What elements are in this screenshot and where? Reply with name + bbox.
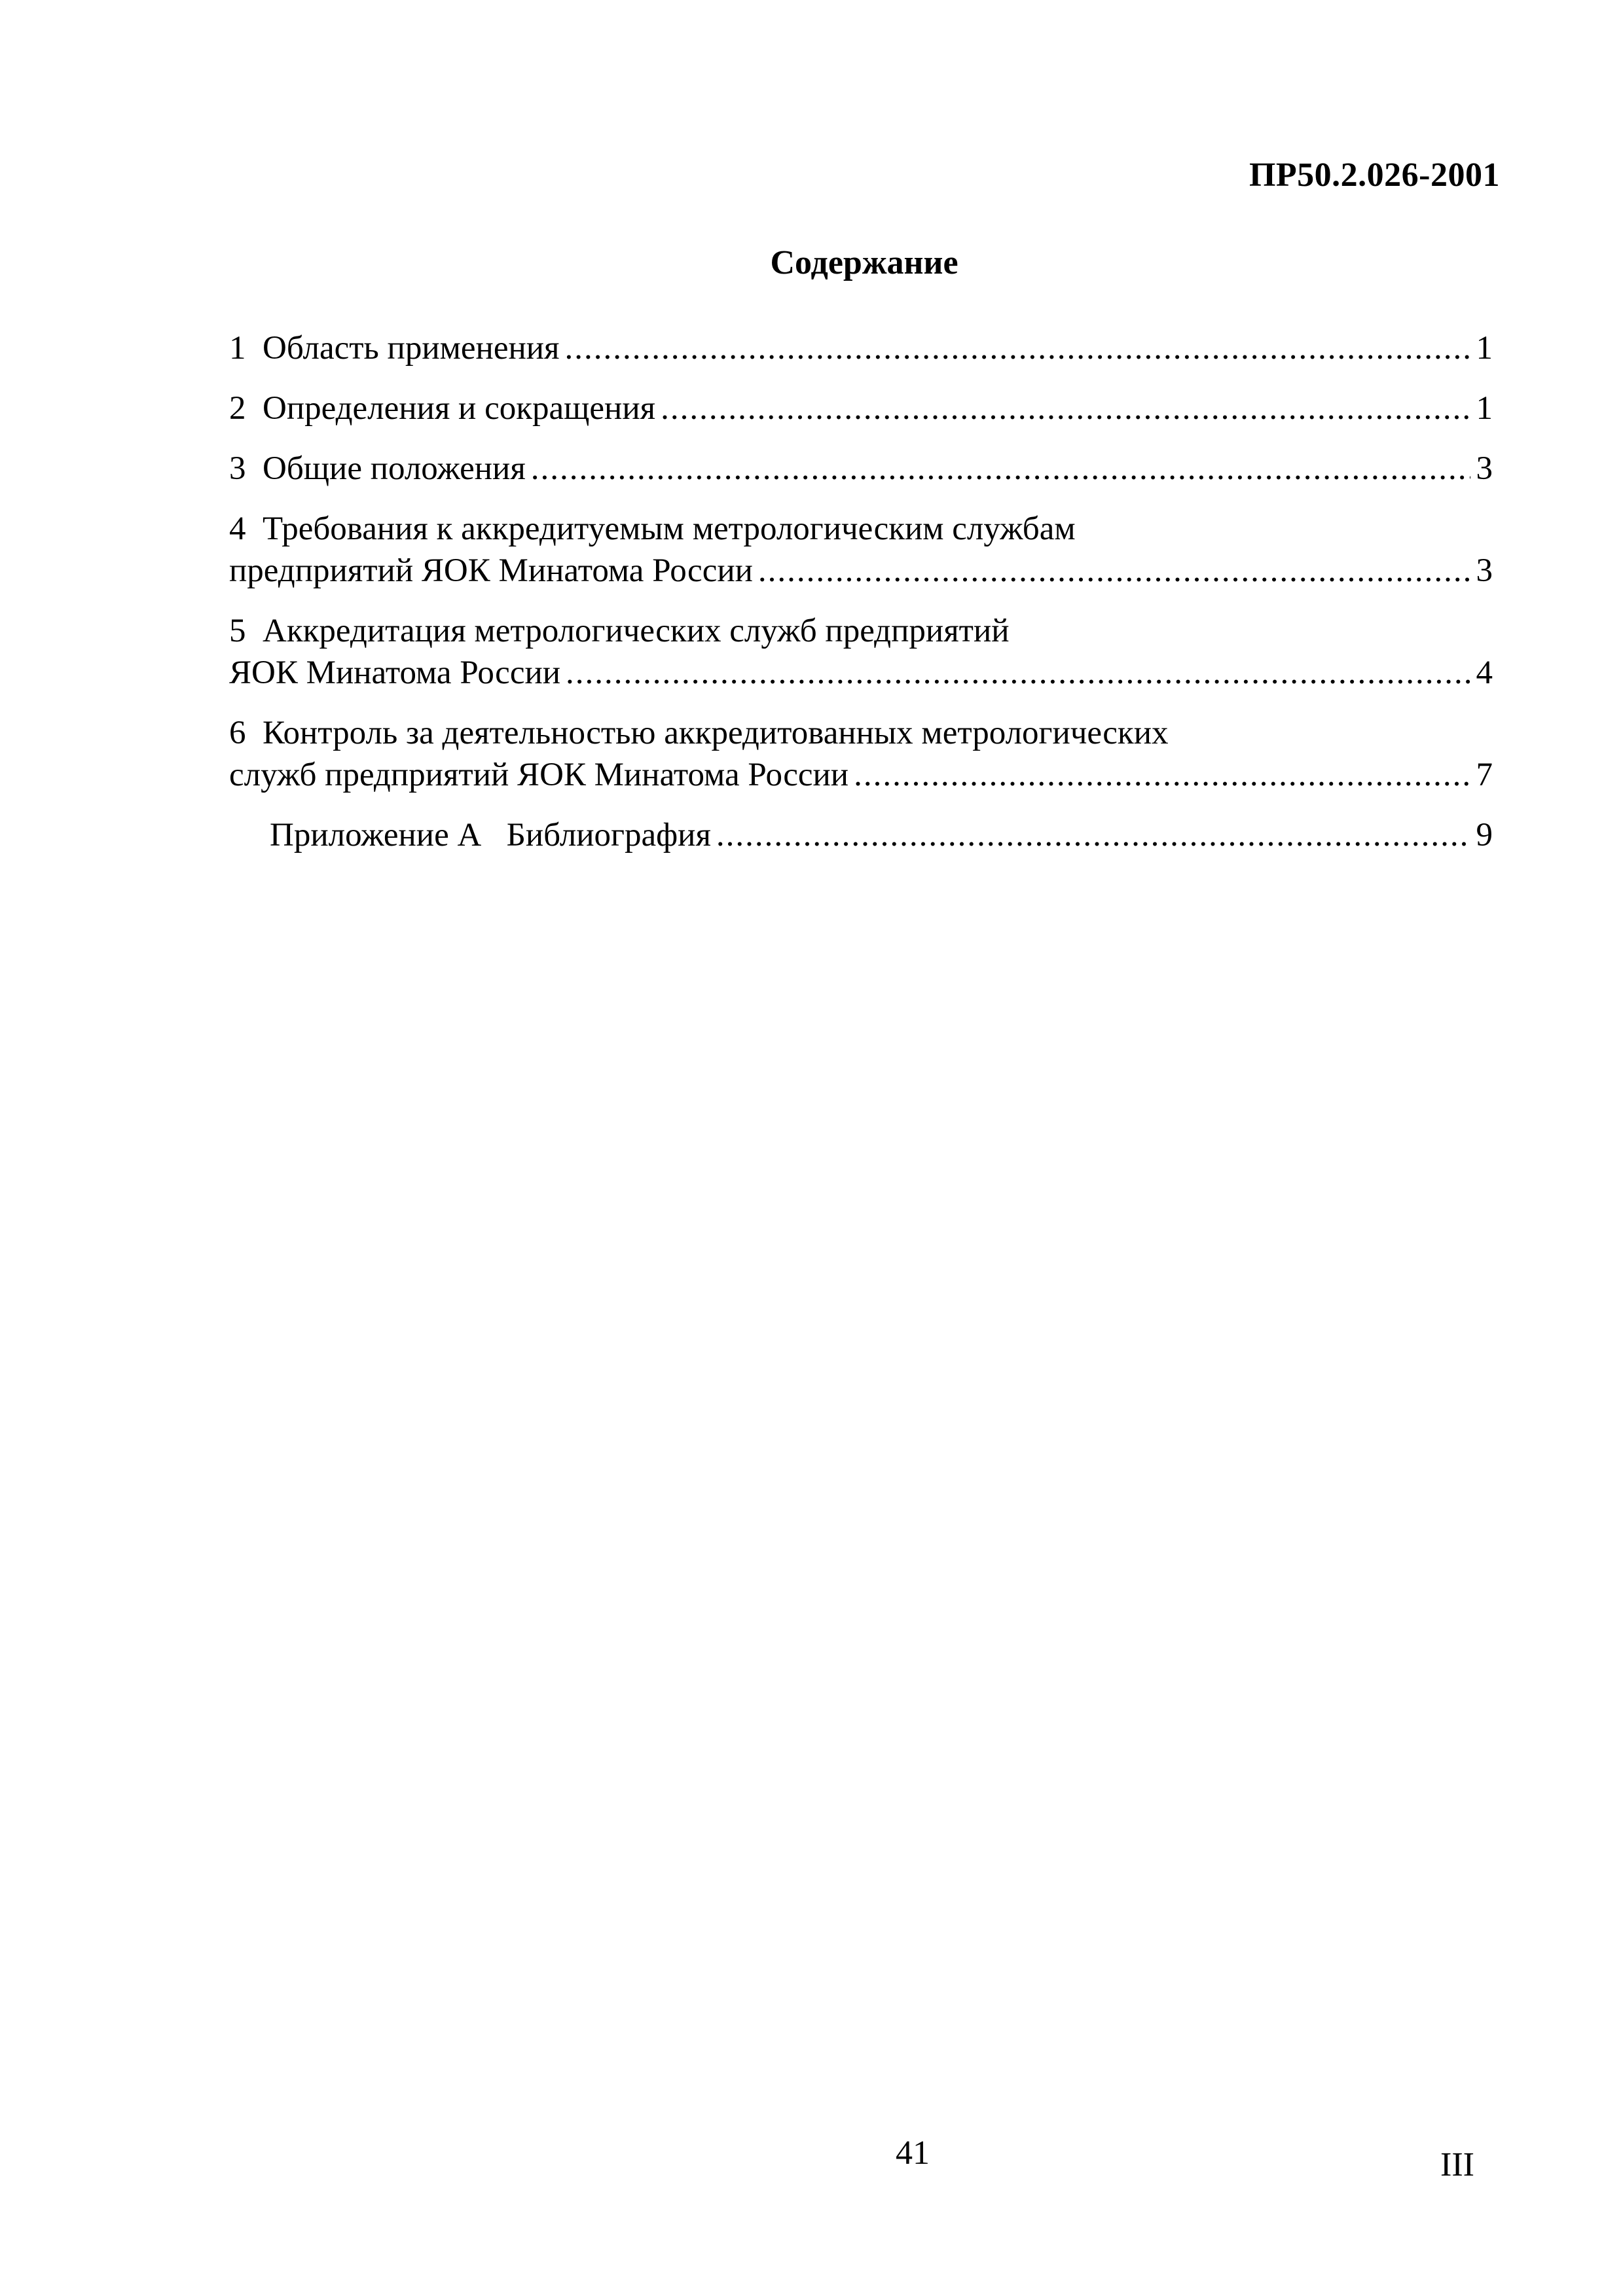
toc-entry-title-line-2: служб предприятий ЯОК Минатома России <box>229 757 849 793</box>
toc-entry-2[interactable] <box>229 387 1493 429</box>
toc-entry-page: 3 <box>1476 552 1493 589</box>
toc-entry-title-line-1: Требования к аккредитуемым метрологическим службам <box>263 511 1076 547</box>
toc-entry-6[interactable] <box>229 712 1493 796</box>
toc-entry-number: 1 <box>229 330 246 367</box>
toc-entry-number: 6 <box>229 715 246 751</box>
toc-entry-1[interactable] <box>229 327 1493 369</box>
toc-entry-number: 3 <box>229 450 246 487</box>
toc-entry-title-line-1: Контроль за деятельностью аккредитованных метрологических <box>263 715 1169 751</box>
toc-heading: Содержание <box>770 244 958 281</box>
toc-entry-4[interactable] <box>229 508 1493 592</box>
toc-entry-title-line-1: Аккредитация метрологических служб предприятий <box>263 613 1010 649</box>
dot-leader <box>758 550 1470 592</box>
toc-entry-page: 9 <box>1476 817 1493 853</box>
toc-entry-title: Общие положения <box>263 450 526 487</box>
roman-page-number: III <box>1440 2146 1474 2183</box>
document-code: ПР50.2.026-2001 <box>1249 156 1500 194</box>
appendix-label: Приложение А <box>270 817 482 853</box>
toc-entry-page: 4 <box>1476 655 1493 691</box>
toc-entry-page: 3 <box>1476 450 1493 487</box>
dot-leader <box>716 814 1470 856</box>
toc-entry-title: Область применения <box>263 330 560 367</box>
dot-leader <box>531 448 1470 490</box>
toc-entry-number: 4 <box>229 511 246 547</box>
toc-entry-5[interactable] <box>229 610 1493 694</box>
dot-leader <box>854 754 1470 796</box>
toc-entry-title-line-2: ЯОК Минатома России <box>229 655 561 691</box>
toc-entry-title-line-2: предприятий ЯОК Минатома России <box>229 552 753 589</box>
table-of-contents <box>229 327 1493 874</box>
dot-leader <box>566 652 1470 694</box>
page-number: 41 <box>896 2134 930 2172</box>
dot-leader <box>565 327 1471 369</box>
toc-entry-appendix[interactable] <box>229 814 1493 856</box>
dot-leader <box>661 387 1470 429</box>
toc-entry-number: 2 <box>229 390 246 427</box>
appendix-title: Библиография <box>506 817 711 853</box>
toc-entry-page: 1 <box>1476 390 1493 427</box>
toc-entry-number: 5 <box>229 613 246 649</box>
toc-entry-3[interactable] <box>229 448 1493 490</box>
toc-entry-title: Определения и сокращения <box>263 390 656 427</box>
toc-entry-page: 7 <box>1476 757 1493 793</box>
toc-entry-page: 1 <box>1476 330 1493 367</box>
